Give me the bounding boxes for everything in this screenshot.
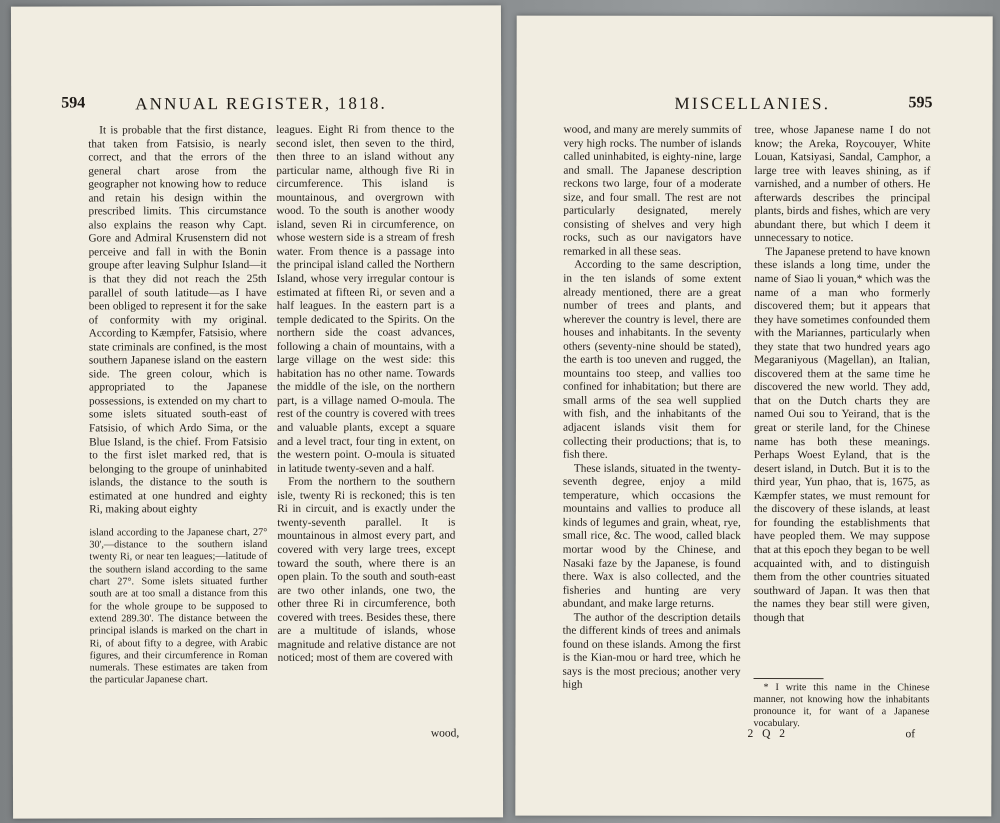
paragraph: These islands, situated in the twenty-seventh degree, enjoy a mild temperature, which occasions the mountains and vallies to produce all kinds of legumes and grain, wheat, rye, small rice, &c. The wood, called black mortar wood by the Chinese, and Nasaki faze by the Japanese, is found there. Wax is also collected, and the fisheries and hunting are very abundant, and make large returns. — [562, 462, 741, 611]
footnote-rule — [754, 678, 824, 679]
left-column-1 — [88, 124, 268, 754]
catchword: of — [905, 728, 916, 741]
catchword: wood, — [430, 727, 460, 740]
left-header — [11, 93, 501, 122]
signature-mark: 2 Q 2 — [747, 727, 789, 741]
paragraph: wood, and many are merely summits of very high rocks. The number of islands called uninhabited, is eighty-nine, large and small. The Japanese description reckons two large, four of a moderate size, and four small. The rest are not particularly designated, merely consisting of shelves and very high rocks, such as our navigators have remarked in all these seas. — [563, 123, 742, 258]
right-header — [517, 94, 993, 123]
footnote — [753, 682, 929, 730]
paragraph: tree, whose Japanese name I do not know; the Areka, Roycouyer, White Louan, Katsiyasi, Sandal, Camphor, a large tree with leaves shining, as if varnished, and a number of others. He afterwards describes the principal plants, birds and fishes, which are very abundant there, but which I deem it unnecessary to notice. — [754, 124, 931, 245]
paragraph: From the northern to the southern isle, twenty Ri is reckoned; this is ten Ri in circuit, and is exactly under the twenty-seventh parallel. It is mountainous in almost every part, and covered with very large trees, except toward the south, where there is an open plain. To the south and south-east are two other inlands, one two, the other three Ri in circumference, both covered with trees. Besides these, there are a multitude of islands, whose magnitude and relative distance are not noticed; most of them are covered with — [277, 475, 456, 665]
left-page — [11, 5, 503, 818]
footnote-text: * I write this name in the Chinese manner, not knowing how the inhabitants pronounce it, for want of a Japanese vocabulary. — [753, 682, 930, 730]
right-page — [515, 16, 992, 817]
paragraph: The Japanese pretend to have known these islands a long time, under the name of Siao li youan,* which was the name of a man who formerly discovered them; but it appears that they have sometimes confounded them with the Mariannes, particularly when they state that two hundred years ago Megaraniyous (Magellan), an Italian, discovered them at the same time he discovered the new world. They add, that on the Dutch charts they are named Oui sou to Yeirand, that is the great or sterile land, for the Chinese name has both these meanings. Perhaps Woest Eyland, that is the desert island, in Dutch. But it is to the third year, Yun phao, that is, 1675, as Kæmpfer states, we must remount for the discovery of these islands, at least for founding the establishments that have peopled them. We may suppose that at this epoch they began to be well acquainted with, and to distinguish them from the other countries situated southward of Japan. It was then that the names they bear still were given, though that — [753, 245, 931, 624]
right-column-2 — [754, 124, 931, 672]
left-column-2 — [276, 123, 456, 741]
right-column-1 — [562, 124, 741, 750]
page-number: 595 — [908, 94, 933, 112]
running-head: MISCELLANIES. — [674, 93, 831, 114]
paragraph: According to the same description, in the ten islands of some extent already mentioned, there are a great number of trees and plants, and wherever the country is level, there are houses and inhabitants. In the seventy others (seventy-nine should be stated), the earth is too uneven and rugged, the mountains too steep, and vallies too confined for inhabitation; but there are small arms of the sea well supplied with fish, and the inhabitants of the adjacent islands visit them for collecting their productions; that is, to fish there. — [562, 259, 742, 461]
page-number: 594 — [61, 94, 86, 112]
footnote-continuation: island according to the Japanese chart, 27° 30',—distance to the southern island twenty Ri, or near ten leagues;—latitude of the southern island according to the same chart 27°. Some islets situated further south are at too small a distance from this for the whole groupe to be supposed to extend 289.30'. The distance between the principal islands is marked on the chart in Ri, of about fifty to a degree, with Arabic figures, and their circumference in Roman numerals. These estimates are taken from the particular Japanese chart. — [89, 526, 268, 686]
paragraph: The author of the description details the different kinds of trees and animals found on these islands. Among the first is the Kian-mou or hard tree, which he says is the most precious; another very high — [562, 611, 741, 692]
paragraph: It is probable that the first distance, that taken from Fatsisio, is nearly correct, and that the errors of the general chart arose from the geographer not knowing how to reduce and retain his design within the prescribed limits. This circumstance also explains the reason why Capt. Gore and Admiral Krusenstern did not perceive and fall in with the Bonin groupe after leaving Sulphur Island—it is that they did not reach the 25th parallel of south latitude—as I have been obliged to represent it for the sake of conformity with my original. According to Kæmpfer, Fatsisio, where state criminals are confined, is the most southern Japanese island on the eastern side. The green colour, which is appropriated to the Japanese possessions, is extended on my chart to some islets situated south-east of Fatsisio, of which Ardo Sima, or the Blue Island, is the chief. From Fatsisio to the first islet marked red, that is belonging to the groupe of uninhabited islands, the distance to the south is estimated at one hundred and eighty Ri, making about eighty — [88, 123, 268, 516]
running-head: ANNUAL REGISTER, 1818. — [135, 93, 387, 114]
paragraph: leagues. Eight Ri from thence to the second islet, then seven to the third, then three to an island without any particular name, although five Ri in circumference. This island is mountainous, and overgrown with wood. To the south is another woody island, seven Ri in circumference, on whose western side is a stream of fresh water. From thence is a passage into the principal island called the Northern Island, whose very irregular contour is estimated at fifteen Ri, or seven and a half leagues. In the eastern part is a temple dedicated to the Spirits. On the northern side the coast advances, following a chain of mountains, with a large village on the west side: this habitation has no other name. Towards the middle of the isle, on the northern part, is a village named O-moula. The rest of the country is covered with trees and valuable plants, except a square and a level tract, four ting in extent, on the western point. O-moula is situated in latitude twenty-seven and a half. — [276, 123, 456, 475]
